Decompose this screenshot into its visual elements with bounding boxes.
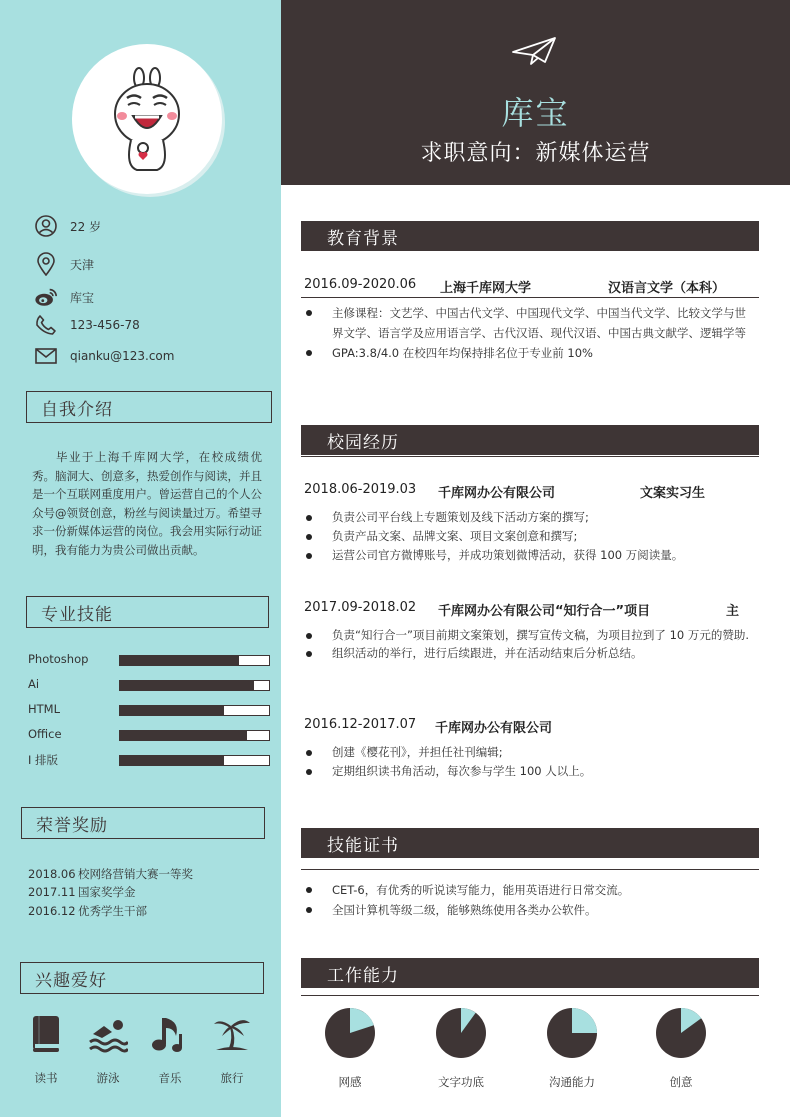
skill-label: Photoshop [28, 652, 89, 666]
list-item: CET-6，有优秀的听说读写能力，能用英语进行日常交流。 [304, 880, 756, 900]
phone-text: 123-456-78 [70, 318, 140, 332]
honor-year: 2017.11 [28, 885, 76, 899]
info-weibo [34, 285, 95, 309]
mail-icon [34, 344, 58, 368]
info-email [34, 344, 175, 368]
hobby-reading [26, 1014, 66, 1086]
honor-title: 国家奖学金 [78, 885, 136, 899]
skill-row [28, 678, 270, 692]
education-bullets [304, 303, 756, 363]
campus-period: 2018.06-2019.03 [304, 482, 417, 497]
info-phone [34, 313, 140, 337]
skill-row [28, 703, 270, 717]
skill-bar-fill [120, 731, 247, 740]
section-title-ability: 工作能力 [301, 958, 759, 988]
list-item: 负责产品文案、品牌文案、项目文案创意和撰写; [304, 527, 756, 546]
age-text: 22 岁 [70, 219, 102, 234]
weibo-text: 库宝 [70, 290, 95, 305]
ability-label: 文字功底 [438, 1075, 484, 1089]
skill-bar-fill [120, 756, 224, 765]
skill-row [28, 653, 270, 667]
info-age [34, 214, 102, 238]
hobby-label: 音乐 [158, 1071, 182, 1085]
campus-period: 2017.09-2018.02 [304, 600, 417, 615]
honor-item [28, 884, 136, 900]
palm-tree-icon [212, 1014, 252, 1054]
ability-label: 沟通能力 [549, 1075, 595, 1089]
info-city [34, 252, 95, 276]
hobby-music [150, 1014, 190, 1086]
job-intent: 求职意向：新媒体运营 [420, 141, 651, 166]
list-item: 全国计算机等级二级，能够熟练使用各类办公软件。 [304, 900, 756, 920]
weibo-icon [34, 285, 58, 309]
avatar [72, 44, 222, 194]
email-text: qianku@123.com [70, 349, 175, 363]
list-item: 创建《樱花刊》，并担任社刊编辑; [304, 743, 756, 762]
education-period: 2016.09-2020.06 [304, 277, 417, 292]
honor-year: 2018.06 [28, 867, 76, 881]
skill-bar-fill [120, 656, 239, 665]
cartoon-avatar-icon [97, 66, 197, 176]
skill-bar [119, 730, 270, 741]
skill-bar-fill [120, 681, 254, 690]
section-title-intro: 自我介绍 [26, 391, 272, 423]
pie-chart [656, 1008, 706, 1058]
skill-bar-fill [120, 706, 224, 715]
campus-role: 文案实习生 [640, 486, 706, 501]
paper-plane-icon [511, 36, 557, 66]
hobby-label: 旅行 [220, 1071, 244, 1085]
section-title-honors: 荣誉奖励 [21, 807, 265, 839]
education-school: 上海千库网大学 [440, 281, 532, 296]
skill-label: HTML [28, 702, 61, 716]
hobby-travel [212, 1014, 252, 1086]
divider [301, 869, 759, 870]
book-icon [29, 1014, 63, 1054]
campus-bullets [304, 508, 756, 565]
ability-pie [547, 1008, 597, 1090]
section-title-skills: 专业技能 [26, 596, 269, 628]
list-item: 组织活动的举行，进行后续跟进，并在活动结束后分析总结。 [304, 644, 756, 662]
pie-slice [572, 1008, 597, 1033]
campus-org: 千库网办公有限公司 [438, 486, 556, 501]
skill-label: I 排版 [28, 753, 59, 767]
skill-bar [119, 705, 270, 716]
divider [301, 297, 759, 298]
ability-pie [436, 1008, 486, 1090]
honor-item [28, 903, 147, 919]
campus-period: 2016.12-2017.07 [304, 717, 417, 732]
skill-bar [119, 755, 270, 766]
candidate-name: 库宝 [501, 94, 570, 132]
list-item: GPA:3.8/4.0 在校四年均保持排名位于专业前 10% [304, 343, 756, 363]
section-title-campus: 校园经历 [301, 425, 759, 455]
skill-bar [119, 655, 270, 666]
hobby-label: 读书 [34, 1071, 58, 1085]
divider [301, 995, 759, 996]
skill-label: Ai [28, 677, 40, 691]
city-text: 天津 [70, 257, 95, 272]
pie-chart [436, 1008, 486, 1058]
header-banner [281, 0, 790, 185]
honor-title: 校网络营销大赛一等奖 [78, 867, 193, 881]
section-title-hobbies: 兴趣爱好 [20, 962, 264, 994]
skill-bar [119, 680, 270, 691]
cert-bullets [304, 880, 756, 920]
pie-chart [547, 1008, 597, 1058]
divider [301, 456, 759, 457]
intro-paragraph: 毕业于上海千库网大学，在校成绩优秀。脑洞大、创意多，热爱创作与阅读，并且是一个互联网重度用户。曾运营自己的个人公众号@领贤创意，粉丝与阅读量过万。希望寻求一份新媒体运营的岗位。我会用实际行动证明，我有能力为贵公司做出贡献。 [32, 450, 262, 557]
campus-role: 主 [726, 604, 740, 619]
ability-pie [656, 1008, 706, 1090]
hobby-swimming [88, 1014, 128, 1086]
music-note-icon [150, 1014, 190, 1054]
campus-org: 千库网办公有限公司 [435, 721, 553, 736]
skill-row [28, 728, 270, 742]
location-pin-icon [34, 252, 58, 276]
campus-bullets [304, 743, 756, 781]
ability-pie [325, 1008, 375, 1090]
list-item: 定期组织读书角活动，每次参与学生 100 人以上。 [304, 762, 756, 781]
phone-icon [34, 313, 58, 337]
campus-org: 千库网办公有限公司“知行合一”项目 [438, 604, 651, 619]
honor-title: 优秀学生干部 [78, 904, 147, 918]
list-item: 运营公司官方微博账号，并成功策划微博活动，获得 100 万阅读量。 [304, 546, 756, 565]
ability-label: 网感 [338, 1075, 362, 1089]
list-item: 负责公司平台线上专题策划及线下活动方案的撰写; [304, 508, 756, 527]
skill-label: Office [28, 727, 62, 741]
left-column [0, 0, 281, 1117]
honor-year: 2016.12 [28, 904, 76, 918]
pie-chart [325, 1008, 375, 1058]
education-major: 汉语言文学（本科） [608, 281, 726, 296]
user-icon [34, 214, 58, 238]
hobby-label: 游泳 [96, 1071, 120, 1085]
ability-label: 创意 [669, 1075, 693, 1089]
swimming-icon [88, 1014, 128, 1054]
section-title-certs: 技能证书 [301, 828, 759, 858]
honor-item [28, 866, 193, 882]
list-item: 主修课程：文艺学、中国古代文学、中国现代文学、中国当代文学、比较文学与世界文学、语言学及应用语言学、古代汉语、现代汉语、中国古典文献学、逻辑学等 [304, 303, 756, 343]
list-item: 负责“知行合一”项目前期文案策划，撰写宣传文稿，为项目拉到了 10 万元的赞助. [304, 626, 756, 644]
section-title-education: 教育背景 [301, 221, 759, 251]
campus-bullets [304, 626, 756, 662]
skill-row [28, 753, 270, 767]
